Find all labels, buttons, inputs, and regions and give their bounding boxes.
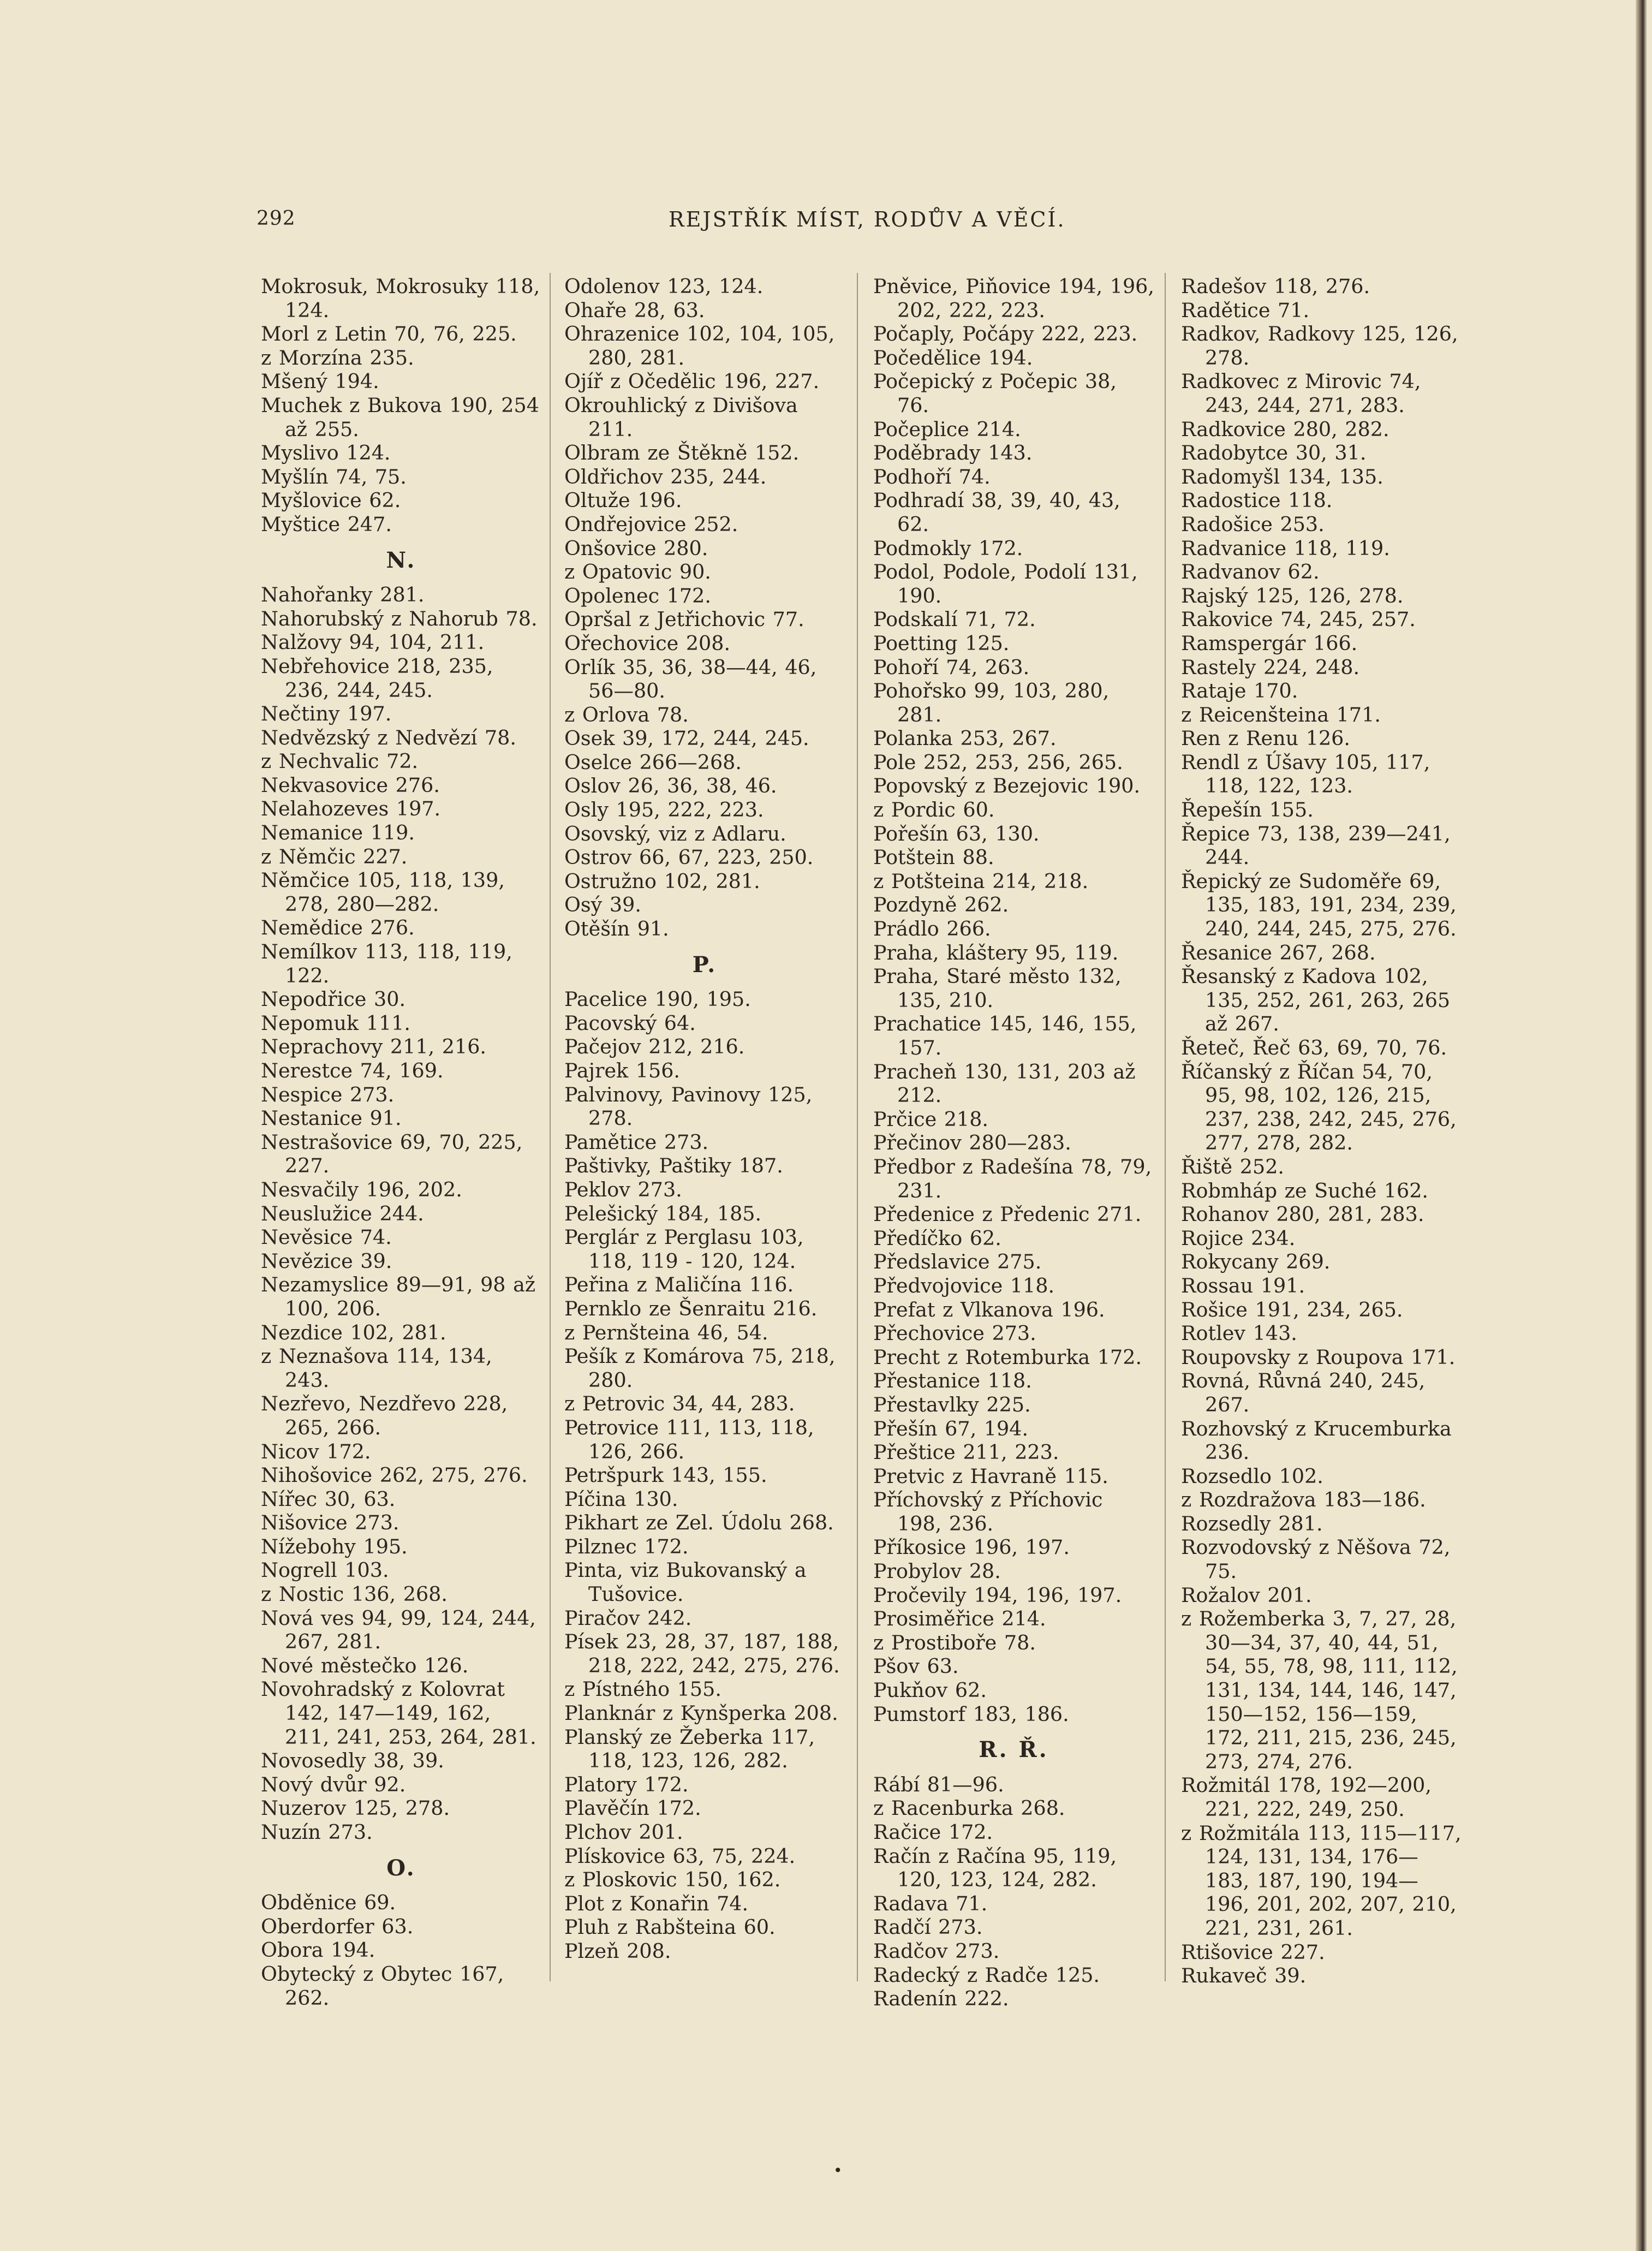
index-entry: Radošice 253. <box>1181 512 1325 536</box>
index-entry: Němčice 105, 118, 139, 278, 280—282. <box>261 868 505 916</box>
index-entry: z Potšteina 214, 218. <box>873 869 1089 893</box>
index-entry: Podhradí 38, 39, 40, 43, 62. <box>873 489 1120 536</box>
index-entry: Podmokly 172. <box>873 536 1023 560</box>
index-entry: Neuslužice 244. <box>261 1201 424 1225</box>
index-entry: Opršal z Jetřichovic 77. <box>564 608 804 632</box>
index-entry: Praha, Staré město 132, 135, 210. <box>873 964 1122 1012</box>
column-divider <box>1165 273 1166 1981</box>
index-entry: Ohrazenice 102, 104, 105, 280, 281. <box>564 322 835 370</box>
index-entry: Rošice 191, 234, 265. <box>1181 1297 1403 1321</box>
index-entry: Rožalov 201. <box>1181 1583 1312 1607</box>
index-entry: Peřina z Maličína 116. <box>564 1273 794 1297</box>
index-entry: Potštein 88. <box>873 845 994 870</box>
index-entry: Myslivo 124. <box>261 441 391 465</box>
index-entry: Nížebohy 195. <box>261 1534 408 1558</box>
index-entry: Praha, kláštery 95, 119. <box>873 940 1119 964</box>
index-entry: Radkovice 280, 282. <box>1181 417 1389 441</box>
index-entry: Radostice 118. <box>1181 489 1333 513</box>
index-entry: Počepický z Počepic 38, 76. <box>873 370 1117 417</box>
index-entry: Myšlín 74, 75. <box>261 465 407 489</box>
index-entry: Morl z Letin 70, 76, 225. <box>261 322 517 346</box>
index-entry: Ramspergár 166. <box>1181 631 1358 655</box>
index-entry: Obytecký z Obytec 167, 262. <box>261 1962 504 2010</box>
index-entry: Počeplice 214. <box>873 417 1021 441</box>
index-entry: z Rožmitála 113, 115—117, 124, 131, 134, 176—183, 187, 190, 194—196, 201, 202, 207, 210, 221, 231, 261. <box>1181 1821 1462 1940</box>
index-entry: Přestavlky 225. <box>873 1392 1031 1416</box>
index-entry: Nevězice 39. <box>261 1249 392 1273</box>
index-entry: Roupovsky z Roupova 171. <box>1181 1345 1456 1369</box>
letter-heading: P. <box>692 951 718 978</box>
index-entry: z Pordic 60. <box>873 798 995 822</box>
index-entry: Píčina 130. <box>564 1487 678 1511</box>
index-entry: Radčí 273. <box>873 1915 983 1939</box>
index-entry: Nišovice 273. <box>261 1511 399 1535</box>
index-entry: Nemanice 119. <box>261 821 415 845</box>
index-entry: Paštivky, Paštiky 187. <box>564 1154 783 1178</box>
letter-heading: R. Ř. <box>979 1737 1049 1763</box>
index-entry: Rotlev 143. <box>1181 1321 1297 1345</box>
index-entry: Řesanice 267, 268. <box>1181 940 1376 964</box>
index-entry: Rozhovský z Krucemburka 236. <box>1181 1416 1452 1464</box>
index-entry: z Rozdražova 183—186. <box>1181 1488 1426 1512</box>
index-entry: Rtišovice 227. <box>1181 1940 1325 1964</box>
index-entry: Nířec 30, 63. <box>261 1487 396 1511</box>
index-entry: Radkovec z Mirovic 74, 243, 244, 271, 283. <box>1181 370 1421 417</box>
index-entry: Nepodřice 30. <box>261 987 406 1011</box>
index-entry: Přešín 67, 194. <box>873 1416 1029 1440</box>
index-entry: Řiště 252. <box>1181 1154 1285 1178</box>
index-entry: Planský ze Žeberka 117, 118, 123, 126, 282. <box>564 1725 815 1773</box>
index-entry: Pelešický 184, 185. <box>564 1201 762 1225</box>
index-entry: Nevěsice 74. <box>261 1225 392 1249</box>
index-column-3 <box>873 275 1154 2011</box>
index-entry: Pšov 63. <box>873 1654 959 1678</box>
index-entry: Plot z Konařin 74. <box>564 1891 749 1915</box>
index-entry: Ohaře 28, 63. <box>564 298 705 322</box>
index-entry: Oslov 26, 36, 38, 46. <box>564 774 777 798</box>
index-entry: Podhoří 74. <box>873 465 991 489</box>
index-entry: Přestanice 118. <box>873 1369 1032 1393</box>
index-column-4 <box>1181 275 1462 1988</box>
index-entry: Prčice 218. <box>873 1107 989 1131</box>
index-entry: Poetting 125. <box>873 631 1010 655</box>
index-entry: Poděbrady 143. <box>873 441 1033 465</box>
index-entry: Předíčko 62. <box>873 1226 1001 1250</box>
index-entry: Plzeň 208. <box>564 1939 671 1963</box>
index-entry: Nihošovice 262, 275, 276. <box>261 1463 528 1487</box>
index-entry: Pročevily 194, 196, 197. <box>873 1583 1122 1607</box>
index-entry: Petršpurk 143, 155. <box>564 1463 767 1487</box>
index-entry: Novosedly 38, 39. <box>261 1749 444 1773</box>
index-entry: Precht z Rotemburka 172. <box>873 1345 1142 1369</box>
index-entry: Rendl z Úšavy 105, 117, 118, 122, 123. <box>1181 750 1430 798</box>
index-entry: Obděnice 69. <box>261 1891 396 1915</box>
index-entry: Rukaveč 39. <box>1181 1964 1307 1988</box>
index-entry: Odolenov 123, 124. <box>564 275 764 298</box>
index-entry: Mokrosuk, Mokrosuky 118, 124. <box>261 275 540 322</box>
index-entry: Oldřichov 235, 244. <box>564 465 767 489</box>
index-entry: Radčov 273. <box>873 1939 1000 1963</box>
index-entry: Radvanice 118, 119. <box>1181 536 1390 560</box>
index-entry: Nuzín 273. <box>261 1820 373 1844</box>
index-entry: Pešík z Komárova 75, 218, 280. <box>564 1344 836 1392</box>
index-entry: Myšlovice 62. <box>261 489 401 513</box>
index-entry: Pukňov 62. <box>873 1678 987 1702</box>
index-entry: Onšovice 280. <box>564 536 708 560</box>
index-entry: Nebřehovice 218, 235, 236, 244, 245. <box>261 654 493 702</box>
index-entry: Osek 39, 172, 244, 245. <box>564 726 809 751</box>
index-entry: Rataje 170. <box>1181 679 1298 703</box>
index-entry: Nekvasovice 276. <box>261 773 440 797</box>
index-entry: Rozsedlo 102. <box>1181 1464 1323 1488</box>
index-entry: Pozdyně 262. <box>873 893 1009 917</box>
index-entry: Rastely 224, 248. <box>1181 655 1360 679</box>
index-column-2 <box>564 275 845 1963</box>
index-entry: Příchovský z Příchovic 198, 236. <box>873 1488 1103 1535</box>
page-number: 292 <box>257 207 296 230</box>
index-entry: Nespice 273. <box>261 1082 395 1106</box>
index-entry: Nečtiny 197. <box>261 702 392 726</box>
index-entry: Podol, Podole, Podolí 131, 190. <box>873 560 1138 608</box>
index-entry: Plískovice 63, 75, 224. <box>564 1844 796 1868</box>
column-divider <box>857 273 858 1981</box>
index-entry: Petrovice 111, 113, 118, 126, 266. <box>564 1415 814 1463</box>
index-entry: Račice 172. <box>873 1820 993 1844</box>
index-entry: Pohořsko 99, 103, 280, 281. <box>873 679 1110 726</box>
index-entry: Pretvic z Havraně 115. <box>873 1464 1108 1488</box>
index-entry: Pamětice 273. <box>564 1130 709 1154</box>
index-entry: Pumstorf 183, 186. <box>873 1702 1069 1726</box>
index-entry: Počaply, Počápy 222, 223. <box>873 322 1138 346</box>
index-entry: Ostrov 66, 67, 223, 250. <box>564 845 814 870</box>
index-entry: Rovná, Růvná 240, 245, 267. <box>1181 1369 1426 1416</box>
index-entry: z Racenburka 268. <box>873 1796 1065 1820</box>
index-entry: Rozsedly 281. <box>1181 1511 1323 1535</box>
index-entry: Myštice 247. <box>261 512 392 536</box>
index-entry: Pinta, viz Bukovanský a Tušovice. <box>564 1558 807 1606</box>
index-entry: Peklov 273. <box>564 1177 682 1201</box>
index-entry: Nové městečko 126. <box>261 1653 469 1677</box>
index-entry: Nezřevo, Nezdřevo 228, 265, 266. <box>261 1392 508 1439</box>
index-entry: Račín z Račína 95, 119, 120, 123, 124, 282. <box>873 1844 1117 1892</box>
index-entry: Neprachovy 211, 216. <box>261 1035 487 1059</box>
index-entry: Nový dvůr 92. <box>261 1772 406 1796</box>
index-entry: Nemědice 276. <box>261 916 415 940</box>
index-entry: Radomyšl 134, 135. <box>1181 465 1383 489</box>
index-entry: Příkosice 196, 197. <box>873 1535 1070 1559</box>
footer-ornament: • <box>833 2161 843 2179</box>
index-entry: Popovský z Bezejovic 190. <box>873 774 1141 798</box>
index-entry: Nalžovy 94, 104, 211. <box>261 630 485 654</box>
index-entry: Předslavice 275. <box>873 1250 1042 1274</box>
index-entry: Radvanov 62. <box>1181 560 1320 584</box>
index-entry: Prádlo 266. <box>873 917 991 941</box>
index-entry: Rakovice 74, 245, 257. <box>1181 608 1416 632</box>
index-entry: Ořechovice 208. <box>564 631 731 655</box>
index-entry: Pořešín 63, 130. <box>873 821 1040 845</box>
index-entry: Říčanský z Říčan 54, 70, 95, 98, 102, 126, 215, 237, 238, 242, 245, 276, 277, 278, 282. <box>1181 1059 1457 1155</box>
index-entry: Pacelice 190, 195. <box>564 987 751 1011</box>
index-entry: Radenín 222. <box>873 1987 1009 2011</box>
index-entry: Mšený 194. <box>261 370 379 394</box>
index-entry: Osý 39. <box>564 893 641 917</box>
index-entry: Nepomuk 111. <box>261 1011 410 1035</box>
index-entry: Oltuže 196. <box>564 489 682 513</box>
index-entry: Opolenec 172. <box>564 583 711 608</box>
index-entry: Radobytce 30, 31. <box>1181 441 1367 465</box>
index-entry: z Reicenšteina 171. <box>1181 702 1381 726</box>
index-entry: Palvinovy, Pavinovy 125, 278. <box>564 1082 813 1130</box>
index-entry: z Morzína 235. <box>261 346 414 370</box>
index-entry: Olbram ze Štěkně 152. <box>564 441 800 465</box>
index-entry: Osovský, viz z Adlaru. <box>564 821 786 845</box>
index-entry: z Ploskovic 150, 162. <box>564 1868 781 1892</box>
index-entry: Robmháp ze Suché 162. <box>1181 1178 1429 1202</box>
index-entry: Piračov 242. <box>564 1606 692 1630</box>
index-entry: Předenice z Předenic 271. <box>873 1202 1142 1226</box>
index-entry: Řepický ze Sudoměře 69, 135, 183, 191, 234, 239, 240, 244, 245, 275, 276. <box>1181 869 1457 941</box>
index-entry: Rohanov 280, 281, 283. <box>1181 1202 1424 1226</box>
index-entry: Podskalí 71, 72. <box>873 608 1036 632</box>
index-entry: Pikhart ze Zel. Údolu 268. <box>564 1511 834 1535</box>
index-entry: Řeteč, Řeč 63, 69, 70, 76. <box>1181 1036 1447 1059</box>
index-entry: Otěšín 91. <box>564 917 669 941</box>
index-column-1 <box>261 275 542 2010</box>
index-entry: Nedvězský z Nedvězí 78. <box>261 725 516 749</box>
index-entry: Nová ves 94, 99, 124, 244, 267, 281. <box>261 1606 536 1654</box>
index-entry: Rožmitál 178, 192—200, 221, 222, 249, 250. <box>1181 1773 1432 1821</box>
letter-heading: N. <box>386 547 417 573</box>
index-entry: Novohradský z Kolovrat 142, 147—149, 162, 211, 241, 253, 264, 281. <box>261 1677 536 1749</box>
index-entry: z Orlova 78. <box>564 702 689 726</box>
index-entry: Přeštice 211, 223. <box>873 1440 1059 1464</box>
index-entry: Řepice 73, 138, 239—241, 244. <box>1181 821 1451 870</box>
index-entry: Pacovský 64. <box>564 1011 696 1035</box>
index-entry: Řesanský z Kadova 102, 135, 252, 261, 263, 265 až 267. <box>1181 964 1451 1036</box>
index-entry: Radkov, Radkovy 125, 126, 278. <box>1181 322 1458 370</box>
column-divider <box>550 273 551 1981</box>
index-entry: Plavěčín 172. <box>564 1796 701 1820</box>
index-entry: z Pernšteina 46, 54. <box>564 1320 768 1344</box>
index-entry: Nicov 172. <box>261 1439 371 1463</box>
index-entry: Rokycany 269. <box>1181 1250 1331 1274</box>
index-entry: Předbor z Radešína 78, 79, 231. <box>873 1154 1152 1202</box>
index-entry: Rossau 191. <box>1181 1273 1305 1297</box>
index-entry: z Opatovic 90. <box>564 560 711 584</box>
index-entry: z Neznašova 114, 134, 243. <box>261 1344 492 1392</box>
index-entry: Pačejov 212, 216. <box>564 1035 745 1059</box>
index-entry: Pněvice, Piňovice 194, 196, 202, 222, 223. <box>873 275 1155 322</box>
running-title: REJSTŘÍK MÍST, RODŮV A VĚCÍ. <box>669 207 1066 231</box>
index-entry: Přechovice 273. <box>873 1321 1036 1345</box>
index-entry: Nemílkov 113, 118, 119, 122. <box>261 940 512 987</box>
index-entry: Muchek z Bukova 190, 254 až 255. <box>261 393 539 441</box>
index-entry: Oberdorfer 63. <box>261 1914 414 1938</box>
index-entry: Nuzerov 125, 278. <box>261 1796 450 1820</box>
index-entry: z Nechvalic 72. <box>261 749 419 773</box>
index-entry: Nahořanky 281. <box>261 583 425 607</box>
index-entry: Ren z Renu 126. <box>1181 726 1350 751</box>
index-entry: Nerestce 74, 169. <box>261 1059 444 1082</box>
index-entry: Rojice 234. <box>1181 1226 1296 1250</box>
index-entry: Platory 172. <box>564 1772 689 1796</box>
index-entry: Okrouhlický z Divišova 211. <box>564 393 798 441</box>
index-entry: Pohoří 74, 263. <box>873 655 1030 679</box>
index-entry: Planknár z Kynšperka 208. <box>564 1701 838 1725</box>
index-entry: Radešov 118, 276. <box>1181 275 1370 298</box>
index-entry: Pracheň 130, 131, 203 až 212. <box>873 1059 1136 1107</box>
index-entry: z Nostic 136, 268. <box>261 1582 448 1606</box>
index-entry: Radětice 71. <box>1181 298 1310 322</box>
index-entry: Probylov 28. <box>873 1559 1001 1583</box>
index-entry: Polanka 253, 267. <box>873 726 1057 751</box>
index-entry: Pernklo ze Šenraitu 216. <box>564 1296 818 1320</box>
index-entry: Písek 23, 28, 37, 187, 188, 218, 222, 242, 275, 276. <box>564 1630 840 1677</box>
index-entry: Radecký z Radče 125. <box>873 1963 1100 1987</box>
index-entry: Pajrek 156. <box>564 1059 681 1082</box>
index-entry: Perglár z Perglasu 103, 118, 119 - 120, 124. <box>564 1225 804 1273</box>
index-entry: Nesvačily 196, 202. <box>261 1177 462 1201</box>
index-entry: Počedělice 194. <box>873 346 1033 370</box>
index-entry: Prefat z Vlkanova 196. <box>873 1297 1105 1321</box>
index-entry: Nezdice 102, 281. <box>261 1320 446 1344</box>
index-entry: Nestrašovice 69, 70, 225, 227. <box>261 1130 523 1178</box>
index-entry: Přečinov 280—283. <box>873 1131 1071 1155</box>
book-binding-edge <box>1636 0 1652 2251</box>
page-header <box>257 207 1152 240</box>
letter-heading: O. <box>386 1855 416 1881</box>
index-entry: Orlík 35, 36, 38—44, 46, 56—80. <box>564 655 817 703</box>
index-entry: z Rožemberka 3, 7, 27, 28, 30—34, 37, 40, 44, 51, 54, 55, 78, 98, 111, 112, 131, 134, 144, 146, 147, 150—152, 156—159, 172, 211, 215, 236, 245, 273, 274, 276. <box>1181 1607 1458 1773</box>
index-entry: Nogrell 103. <box>261 1558 389 1582</box>
index-entry: Rábí 81—96. <box>873 1772 1004 1796</box>
index-entry: Nestanice 91. <box>261 1106 402 1130</box>
index-entry: Osly 195, 222, 223. <box>564 798 764 822</box>
index-entry: z Pístného 155. <box>564 1677 721 1701</box>
index-entry: Řepešín 155. <box>1181 798 1314 822</box>
index-entry: Prachatice 145, 146, 155, 157. <box>873 1012 1137 1059</box>
index-entry: Nahorubský z Nahorub 78. <box>261 606 538 630</box>
index-entry: z Prostiboře 78. <box>873 1630 1036 1654</box>
index-entry: Rozvodovský z Něšova 72, 75. <box>1181 1535 1451 1583</box>
index-entry: Ojíř z Očedělic 196, 227. <box>564 370 820 394</box>
index-entry: Obora 194. <box>261 1938 375 1962</box>
index-entry: Ondřejovice 252. <box>564 512 738 536</box>
index-entry: Předvojovice 118. <box>873 1273 1055 1297</box>
index-entry: Prosiměřice 214. <box>873 1607 1046 1631</box>
index-entry: z Petrovic 34, 44, 283. <box>564 1392 795 1416</box>
index-entry: Pole 252, 253, 256, 265. <box>873 750 1123 774</box>
index-entry: Nezamyslice 89—91, 98 až 100, 206. <box>261 1273 536 1320</box>
index-entry: Rajský 125, 126, 278. <box>1181 583 1404 608</box>
index-entry: Plchov 201. <box>564 1820 683 1844</box>
index-entry: Radava 71. <box>873 1891 988 1915</box>
index-entry: Pluh z Rabšteina 60. <box>564 1915 776 1939</box>
index-entry: Ostružno 102, 281. <box>564 869 760 893</box>
index-entry: Oselce 266—268. <box>564 750 742 774</box>
index-entry: z Němčic 227. <box>261 844 408 868</box>
index-entry: Pilznec 172. <box>564 1534 689 1558</box>
index-entry: Nelahozeves 197. <box>261 797 441 821</box>
